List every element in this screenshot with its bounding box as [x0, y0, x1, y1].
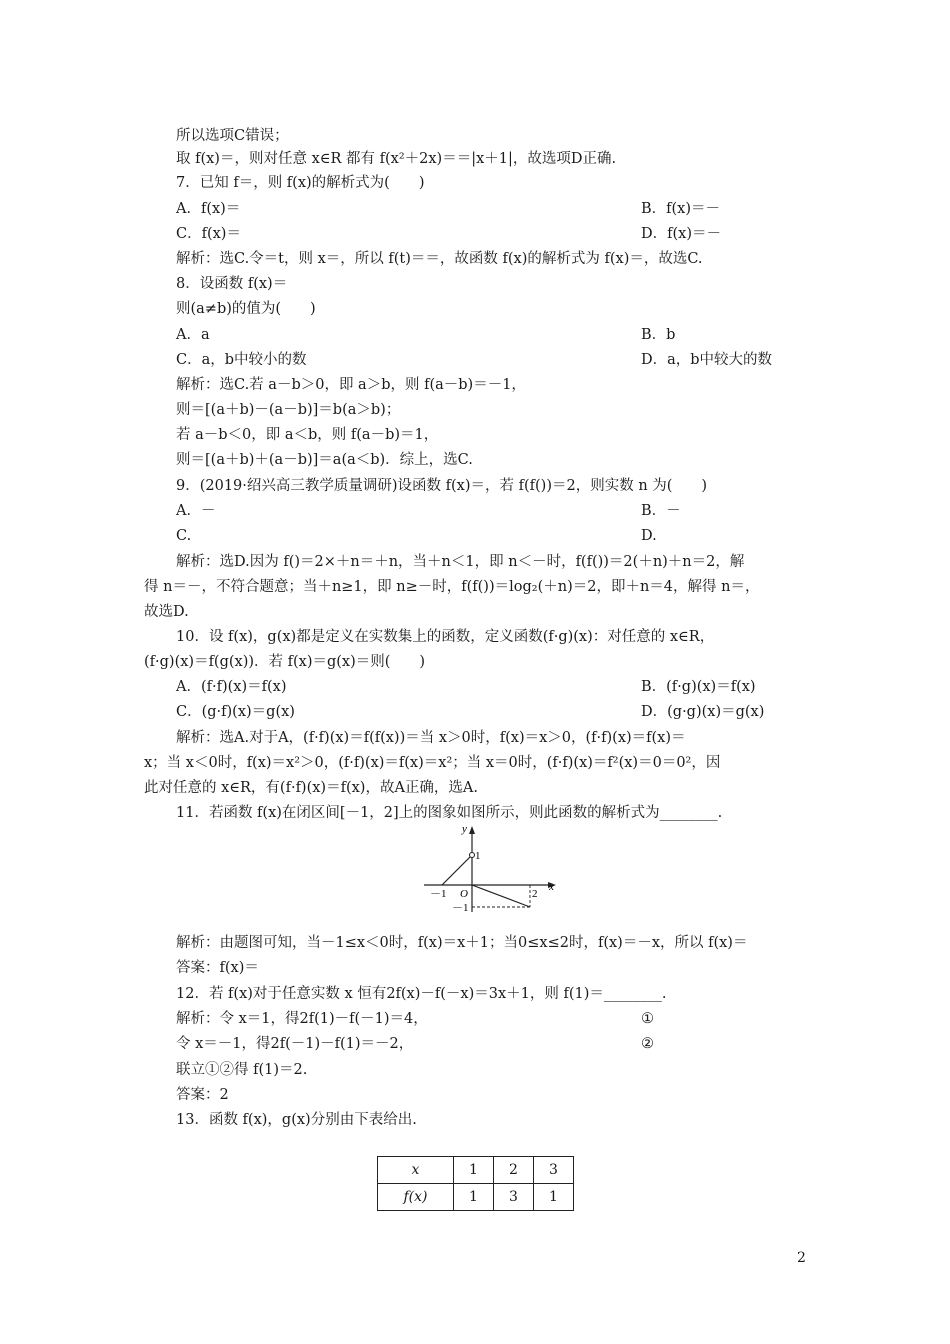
table-header-cell: f(x) — [378, 1184, 454, 1211]
solution-line: 若 a－b＜0，即 a＜b，则 f(a－b)＝1， — [176, 427, 439, 443]
option-b: B．f(x)＝－ — [641, 201, 721, 217]
question-8: 8．设函数 f(x)＝ — [176, 276, 288, 292]
solution-line: 解析：令 x＝1，得2f(1)－f(－1)＝4， — [176, 1011, 428, 1027]
question-12: 12．若 f(x)对于任意实数 x 恒有2f(x)－f(－x)＝3x＋1，则 f(1)＝________. — [176, 986, 667, 1002]
table-header-cell: x — [378, 1157, 454, 1184]
open-point — [470, 853, 475, 858]
table-cell: 1 — [454, 1157, 494, 1184]
text-line: 则(a≠b)的值为( ) — [176, 301, 316, 317]
option-c: C．(g·f)(x)＝g(x) — [176, 704, 295, 720]
answer-line: 答案：f(x)＝ — [176, 960, 259, 976]
table-row — [378, 1157, 574, 1184]
page-number: 2 — [797, 1250, 806, 1266]
origin-label: O — [460, 888, 468, 900]
option-a: A．(f·f)(x)＝f(x) — [176, 679, 287, 695]
y-axis-arrow — [469, 826, 475, 834]
solution-line: 则＝[(a＋b)－(a－b)]＝b(a＞b)； — [176, 402, 401, 418]
option-d: D．f(x)＝－ — [641, 226, 721, 242]
y-axis-label: y — [462, 823, 467, 835]
question-9: 9．(2019·绍兴高三教学质量调研)设函数 f(x)＝，若 f(f())＝2，则实数 n 为( ) — [176, 478, 708, 494]
solution-line: 解析：选C.若 a－b＞0，即 a＞b，则 f(a－b)＝－1， — [176, 377, 526, 393]
solution-line: x；当 x＜0时，f(x)＝x²＞0，(f·f)(x)＝f(x)＝x²；当 x＝0时，(f·f)(x)＝f²(x)＝0＝0²，因 — [144, 755, 721, 771]
graph-segment-left — [442, 855, 472, 885]
solution-line: 解析：选A.对于A，(f·f)(x)＝f(f(x))＝当 x＞0时，f(x)＝x＞0，(f·f)(x)＝f(x)＝ — [176, 730, 686, 746]
tick-label-neg1-x: －1 — [430, 888, 447, 900]
option-d: D．(g·g)(x)＝g(x) — [641, 704, 765, 720]
solution-line: 令 x＝－1，得2f(－1)－f(1)＝－2， — [176, 1036, 414, 1052]
question-10: 10．设 f(x)，g(x)都是定义在实数集上的函数，定义函数(f·g)(x)：对任意的 x∈R， — [176, 629, 715, 645]
text-line: 取 f(x)＝，则对任意 x∈R 都有 f(x²＋2x)＝＝|x＋1|，故选项D正确. — [176, 151, 617, 167]
table-cell: 3 — [494, 1184, 534, 1211]
option-a: A．a — [176, 327, 210, 343]
solution-line: 得 n＝－，不符合题意；当＋n≥1，即 n≥－时，f(f())＝log₂(＋n)＝2，即＋n＝4，解得 n＝， — [144, 579, 760, 595]
answer-line: 答案：2 — [176, 1087, 229, 1103]
text-line: (f·g)(x)＝f(g(x))．若 f(x)＝g(x)＝则( ) — [144, 654, 426, 670]
option-b: B．(f·g)(x)＝f(x) — [641, 679, 756, 695]
function-table — [377, 1156, 574, 1211]
table-row — [378, 1184, 574, 1211]
graph-segment-right — [472, 885, 530, 907]
equation-mark-1: ① — [641, 1011, 654, 1027]
solution-line: 联立①②得 f(1)＝2. — [176, 1062, 308, 1078]
function-graph — [418, 820, 560, 916]
tick-label-1: 1 — [475, 850, 481, 862]
option-d: D. — [641, 528, 657, 544]
equation-mark-2: ② — [641, 1036, 654, 1052]
option-c: C. — [176, 528, 192, 544]
x-axis-label: x — [549, 881, 554, 893]
solution-line: 则＝[(a＋b)＋(a－b)]＝a(a＜b)．综上，选C. — [176, 452, 473, 468]
option-b: B．b — [641, 327, 676, 343]
solution-line: 解析：由题图可知，当－1≤x＜0时，f(x)＝x＋1；当0≤x≤2时，f(x)＝－x，所以 f(x)＝ — [176, 935, 748, 951]
tick-label-2: 2 — [532, 888, 538, 900]
option-a: A．f(x)＝ — [176, 201, 241, 217]
question-11: 11．若函数 f(x)在闭区间[－1，2]上的图象如图所示，则此函数的解析式为________. — [176, 805, 723, 821]
question-7: 7．已知 f＝，则 f(x)的解析式为( ) — [176, 175, 425, 191]
option-c: C．a，b中较小的数 — [176, 352, 307, 368]
solution-line: 解析：选C.令＝t，则 x＝，所以 f(t)＝＝，故函数 f(x)的解析式为 f(x)＝，故选C. — [176, 251, 703, 267]
option-b: B．－ — [641, 503, 681, 519]
table-cell: 2 — [494, 1157, 534, 1184]
question-13: 13．函数 f(x)，g(x)分别由下表给出. — [176, 1112, 417, 1128]
table-cell: 3 — [534, 1157, 574, 1184]
option-a: A．－ — [176, 503, 216, 519]
tick-label-neg1-y: －1 — [452, 902, 469, 914]
table-cell: 1 — [534, 1184, 574, 1211]
table-cell: 1 — [454, 1184, 494, 1211]
text-line: 所以选项C错误； — [176, 128, 289, 144]
option-c: C．f(x)＝ — [176, 226, 241, 242]
solution-line: 解析：选D.因为 f()＝2×＋n＝＋n，当＋n＜1，即 n＜－时，f(f())＝2(＋n)＋n＝2，解 — [176, 554, 745, 570]
solution-line: 故选D. — [144, 604, 189, 620]
solution-line: 此对任意的 x∈R，有(f·f)(x)＝f(x)，故A正确，选A. — [144, 780, 478, 796]
option-d: D．a，b中较大的数 — [641, 352, 773, 368]
